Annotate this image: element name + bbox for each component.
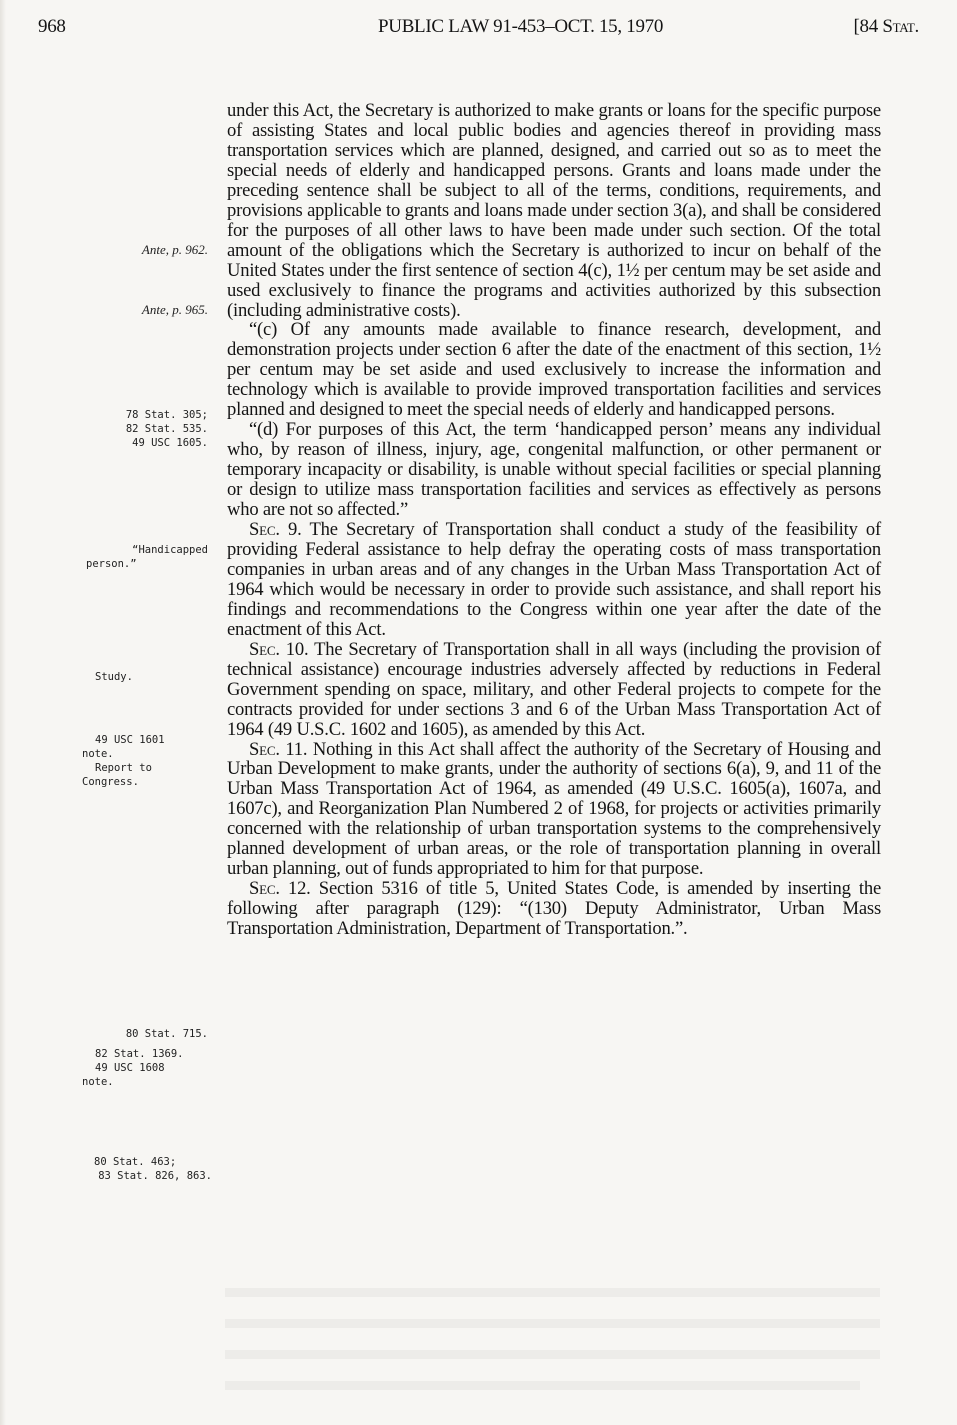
margin-note-study	[95, 670, 223, 684]
page-title: PUBLIC LAW 91-453–OCT. 15, 1970	[378, 16, 664, 37]
section-9	[227, 520, 881, 640]
page-edge-shadow	[0, 0, 6, 1425]
margin-note-line: note.	[82, 1076, 114, 1088]
section-12	[227, 879, 881, 939]
margin-note-78-stat-305	[80, 408, 208, 450]
margin-note-line: 78 Stat. 305;	[125, 409, 208, 421]
margin-note-49-usc-1601	[82, 733, 210, 789]
section-label: Sec. 12.	[249, 878, 311, 900]
margin-note-80-stat-463	[80, 1155, 212, 1183]
margin-note-line: person.”	[86, 558, 137, 570]
section-text: The Secretary of Transportation shall in all ways (including the provision of technical assistance) encourage industries adversely affected by reductions in Federal Government spending on space, military, and other Federal projects to compete for the contracts provided for under sections 3 and 6 of the Urban Mass Transportation Act of 1964 (49 U.S.C. 1602 and 1605), as amended by this Act.	[227, 638, 881, 740]
paragraph-subsection-d: “(d) For purposes of this Act, the term ‘handicapped person’ means any individual who, by reason of illness, injury, age, congenital malfunction, or other permanent or temporary incapacity or disability, is unable without special facilities or special planning or design to utilize mass transportation facilities and services as effectively as persons who are not so affected.”	[227, 419, 881, 521]
margin-note-line: 82 Stat. 1369.	[95, 1048, 184, 1060]
section-text: Nothing in this Act shall affect the authority of the Secretary of Housing and Urban Development to make grants, under the authority of sections 6(a), 9, and 11 of the Urban Mass Transportation Act of 1964, as amended (49 U.S.C. 1605(a), 1607a, and 1607c), and Reorganization Plan Numbered 2 of 1968, for projects or activities primarily concerned with the relationship of urban transportation systems to the comprehensively planned development of urban areas, or the role of transportation planning in overall urban planning, out of funds appropriated to him for that purpose.	[227, 738, 881, 880]
section-label: Sec. 11.	[249, 738, 308, 760]
margin-note-line: 80 Stat. 715.	[125, 1028, 208, 1040]
margin-note-80-stat-715	[80, 1027, 208, 1041]
page-number: 968	[38, 16, 66, 37]
margin-note-line: Congress.	[82, 776, 139, 788]
margin-note-line: Ante, p. 962.	[141, 242, 208, 257]
margin-note-line: 83 Stat. 826, 863.	[98, 1170, 212, 1182]
margin-note-line: note.	[82, 748, 114, 760]
margin-note-ante-962	[80, 243, 208, 257]
margin-note-line: 80 Stat. 463;	[94, 1156, 177, 1168]
margin-note-line: 49 USC 1601	[95, 734, 165, 746]
margin-note-line: Study.	[95, 671, 133, 683]
section-10	[227, 640, 881, 740]
running-head	[38, 16, 919, 40]
section-text: Section 5316 of title 5, United States Code, is amended by inserting the following after paragraph (129): “(130) Deputy Administrator, Urban Mass Transportation Administration, Department of Transportation.”.	[227, 878, 881, 940]
margin-note-line: Report to	[95, 762, 152, 774]
section-11	[227, 740, 881, 880]
section-label: Sec. 9.	[249, 519, 302, 541]
margin-note-line: “Handicapped	[132, 544, 208, 556]
section-label: Sec. 10.	[249, 638, 309, 660]
margin-note-line: 49 USC 1608	[95, 1062, 165, 1074]
body-text	[227, 101, 881, 939]
section-text: The Secretary of Transportation shall conduct a study of the feasibility of providing Federal assistance to help defray the operating costs of mass transportation companies in urban areas and of any changes in the Urban Mass Transportation Act of 1964 which would be necessary in order to provide such assistance, and shall report his findings and recommendations to the Congress within one year after the date of the enactment of this Act.	[227, 519, 882, 640]
reverse-side-show-through	[225, 1268, 880, 1390]
margin-note-handicapped-person	[80, 543, 208, 571]
margin-note-line: 82 Stat. 535.	[125, 423, 208, 435]
margin-note-82-stat-1369	[82, 1047, 210, 1089]
paragraph-subsection-c: “(c) Of any amounts made available to finance research, development, and demonstration projects under section 6 after the date of the enactment of this section, 1½ per centum may be set aside and used exclusively to increase the information and technology which is available to provide improved transportation facilities and services planned and designed to meet the special needs of elderly and handicapped persons.	[227, 319, 881, 421]
margin-note-ante-965	[80, 303, 208, 317]
paragraph-continuation: under this Act, the Secretary is authorized to make grants or loans for the specific purpose of assisting States and local public bodies and agencies thereof in providing mass transportation services which are planned, designed, and carried out so as to meet the special needs of elderly and handicapped persons. Grants and loans made under the preceding sentence shall be subject to all of the terms, conditions, requirements, and provisions applicable to grants and loans made under section 3(a), and shall be considered for the purposes of all other laws to have been made under such section. Of the total amount of the obligations which the Secretary is authorized to incur on behalf of the United States under the first sentence of section 4(c), 1½ per centum may be set aside and used exclusively to finance the programs and activities authorized by this subsection (including administrative costs).	[227, 100, 881, 321]
statute-reference: [84 Stat.	[853, 16, 919, 37]
margin-note-line: 49 USC 1605.	[132, 437, 208, 449]
margin-note-line: Ante, p. 965.	[141, 302, 208, 317]
